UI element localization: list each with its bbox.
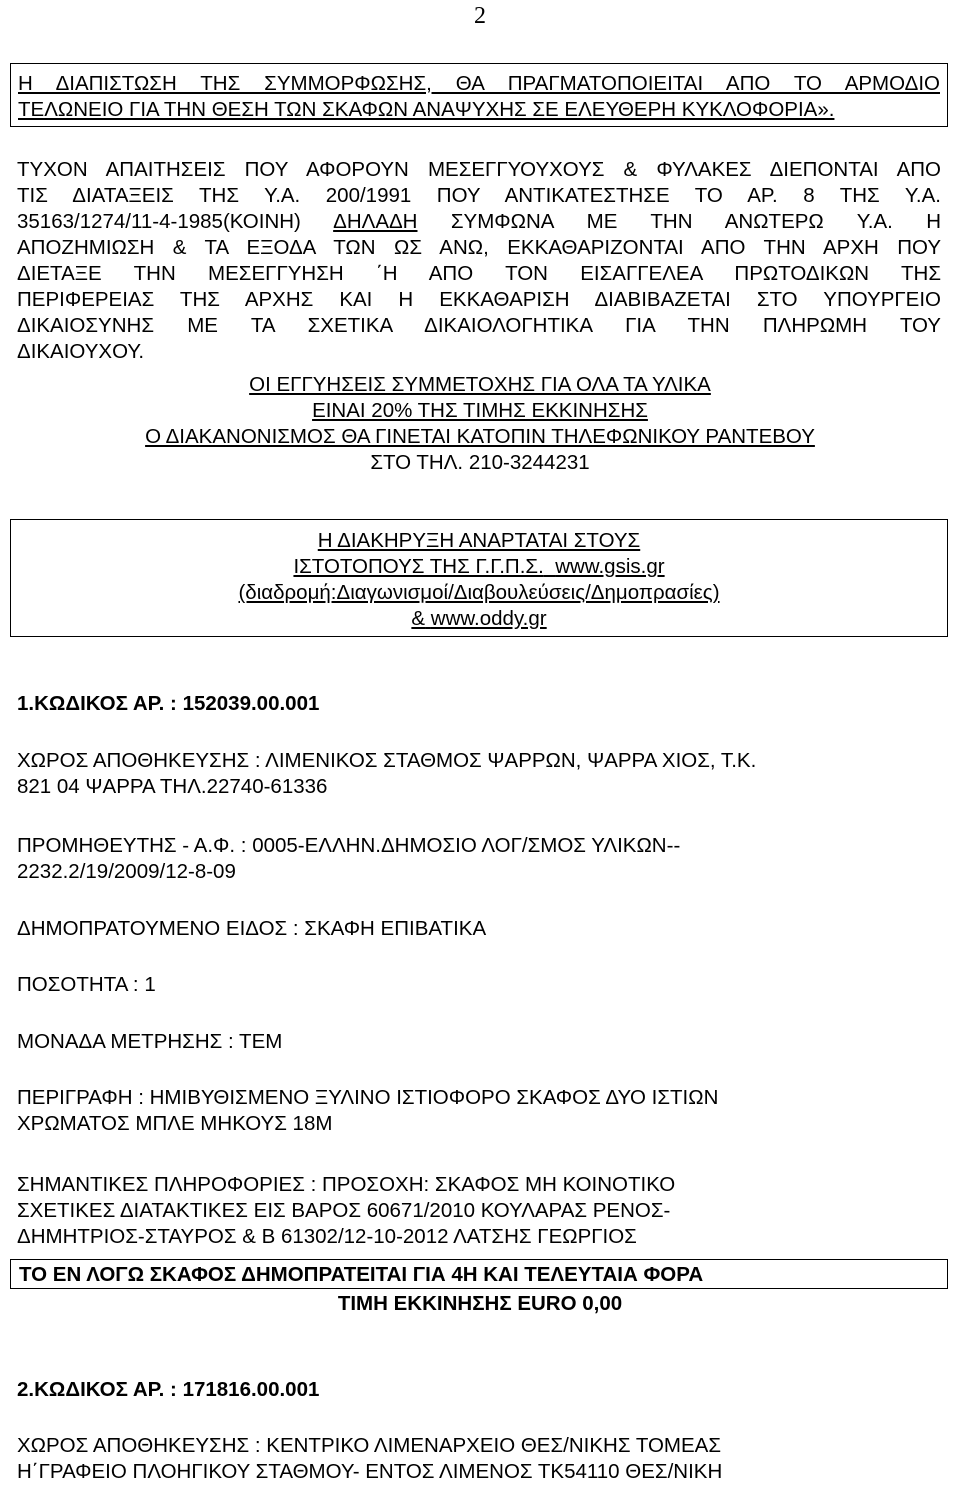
item1-description-line-1: ΠΕΡΙΓΡΑΦΗ : ΗΜΙΒΥΘΙΣΜΕΝΟ ΞΥΛΙΝΟ ΙΣΤΙΟΦΟΡΟ ΣΚΑΦΟΣ ΔΥΟ ΙΣΤΙΩΝ — [17, 1086, 719, 1109]
posting-notice-box — [10, 519, 948, 637]
guarantees-line-3: Ο ΔΙΑΚΑΝΟΝΙΣΜΟΣ ΘΑ ΓΙΝΕΤΑΙ ΚΑΤΟΠΙΝ ΤΗΛΕΦΩΝΙΚΟΥ ΡΑΝΤΕΒΟΥ — [145, 425, 815, 448]
item1-code: 1.ΚΩΔΙΚΟΣ ΑΡ. : 152039.00.001 — [17, 692, 320, 715]
posting-line-3: (διαδρομή:Διαγωνισμοί/Διαβουλεύσεις/Δημοπρασίες) — [238, 581, 720, 604]
posting-line-2 — [17, 554, 941, 580]
guarantor-terms-paragraph — [17, 157, 941, 365]
item1-species: ΔΗΜΟΠΡΑΤΟΥΜΕΝΟ ΕΙΔΟΣ : ΣΚΑΦΗ ΕΠΙΒΑΤΙΚΑ — [17, 917, 487, 940]
item2-storage — [17, 1433, 941, 1485]
item1-quantity: ΠΟΣΟΤΗΤΑ : 1 — [17, 973, 156, 996]
item1-supplier — [17, 833, 941, 885]
item2-code: 2.ΚΩΔΙΚΟΣ ΑΡ. : 171816.00.001 — [17, 1378, 320, 1401]
item1-description-line-2: ΧΡΩΜΑΤΟΣ ΜΠΛΕ ΜΗΚΟΥΣ 18Μ — [17, 1112, 333, 1135]
item1-unit: ΜΟΝΑΔΑ ΜΕΤΡΗΣΗΣ : ΤΕΜ — [17, 1030, 283, 1053]
item2-storage-line-1: ΧΩΡΟΣ ΑΠΟΘΗΚΕΥΣΗΣ : ΚΕΝΤΡΙΚΟ ΛΙΜΕΝΑΡΧΕΙΟ ΘΕΣ/ΝΙΚΗΣ ΤΟΜΕΑΣ — [17, 1434, 722, 1457]
item1-important-line-2: ΣΧΕΤΙΚΕΣ ΔΙΑΤΑΚΤΙΚΕΣ ΕΙΣ ΒΑΡΟΣ 60671/2010 ΚΟΥΛΑΡΑΣ ΡΕΝΟΣ- — [17, 1199, 671, 1222]
item1-starting-price: ΤΙΜΗ ΕΚΚΙΝΗΣΗΣ EURO 0,00 — [337, 1292, 623, 1315]
notice-line-1: Η ΔΙΑΠΙΣΤΩΣΗ ΤΗΣ ΣΥΜΜΟΡΦΩΣΗΣ, ΘΑ ΠΡΑΓΜΑΤΟΠΟΙΕΙΤΑΙ ΑΠΟ ΤΟ ΑΡΜΟΔΙΟ — [18, 72, 940, 95]
terms-line-1: ΤΥΧΟΝ ΑΠΑΙΤΗΣΕΙΣ ΠΟΥ ΑΦΟΡΟΥΝ ΜΕΣΕΓΓΥΟΥΧΟΥΣ & ΦΥΛΑΚΕΣ ΔΙΕΠΟΝΤΑΙ ΑΠΟ — [17, 158, 941, 181]
oddy-link[interactable]: www.oddy.gr — [430, 607, 547, 630]
posting-line-4 — [17, 606, 941, 632]
notice-line-2: ΤΕΛΩΝΕΙΟ ΓΙΑ ΤΗΝ ΘΕΣΗ ΤΩΝ ΣΚΑΦΩΝ ΑΝΑΨΥΧΗΣ ΣΕ ΕΛΕΥΘΕΡΗ ΚΥΚΛΟΦΟΡΙΑ». — [18, 98, 835, 121]
guarantees-line-4: ΣΤΟ ΤΗΛ. 210-3244231 — [370, 451, 590, 474]
terms-line-6: ΠΕΡΙΦΕΡΕΙΑΣ ΤΗΣ ΑΡΧΗΣ ΚΑΙ Η ΕΚΚΑΘΑΡΙΣΗ ΔΙΑΒΙΒΑΖΕΤΑΙ ΣΤΟ ΥΠΟΥΡΓΕΙΟ — [17, 288, 941, 311]
gsis-link[interactable]: www.gsis.gr — [555, 555, 665, 578]
posting-line-4-amp: & — [411, 607, 426, 630]
terms-line-3-underlined: ΔΗΛΑΔΗ — [333, 210, 418, 233]
item1-storage-line-2: 821 04 ΨΑΡΡΑ ΤΗΛ.22740-61336 — [17, 775, 328, 798]
item1-supplier-line-2: 2232.2/19/2009/12-8-09 — [17, 860, 236, 883]
guarantees-line-2: ΕΙΝΑΙ 20% ΤΗΣ ΤΙΜΗΣ ΕΚΚΙΝΗΣΗΣ — [312, 399, 648, 422]
item1-important-info — [17, 1172, 941, 1250]
item1-auction-note-box — [10, 1259, 948, 1289]
terms-line-4: ΑΠΟΖΗΜΙΩΣΗ & ΤΑ ΕΞΟΔΑ ΤΩΝ ΩΣ ΑΝΩ, ΕΚΚΑΘΑΡΙΖΟΝΤΑΙ ΑΠΟ ΤΗΝ ΑΡΧΗ ΠΟΥ — [17, 236, 941, 259]
terms-line-5: ΔΙΕΤΑΞΕ ΤΗΝ ΜΕΣΕΓΓΥΗΣΗ ΄Η ΑΠΟ ΤΟΝ ΕΙΣΑΓΓΕΛΕΑ ΠΡΩΤΟΔΙΚΩΝ ΤΗΣ — [17, 262, 941, 285]
guarantees-line-1: ΟΙ ΕΓΓΥΗΣΕΙΣ ΣΥΜΜΕΤΟΧΗΣ ΓΙΑ ΟΛΑ ΤΑ ΥΛΙΚΑ — [249, 373, 711, 396]
terms-line-3 — [17, 209, 941, 235]
terms-line-7: ΔΙΚΑΙΟΣΥΝΗΣ ΜΕ ΤΑ ΣΧΕΤΙΚΑ ΔΙΚΑΙΟΛΟΓΗΤΙΚΑ ΓΙΑ ΤΗΝ ΠΛΗΡΩΜΗ ΤΟΥ — [17, 314, 941, 337]
posting-line-1: Η ΔΙΑΚΗΡΥΞΗ ΑΝΑΡΤΑΤΑΙ ΣΤΟΥΣ — [317, 529, 641, 552]
item1-auction-note: ΤΟ ΕΝ ΛΟΓΩ ΣΚΑΦΟΣ ΔΗΜΟΠΡΑΤΕΙΤΑΙ ΓΙΑ 4Η ΚΑΙ ΤΕΛΕΥΤΑΙΑ ΦΟΡΑ — [19, 1263, 704, 1286]
terms-line-2: ΤΙΣ ΔΙΑΤΑΞΕΙΣ ΤΗΣ Υ.Α. 200/1991 ΠΟΥ ΑΝΤΙΚΑΤΕΣΤΗΣΕ ΤΟ ΑΡ. 8 ΤΗΣ Υ.Α. — [17, 184, 941, 207]
item1-storage — [17, 748, 941, 800]
terms-line-3-c: ΣΥΜΦΩΝΑ ΜΕ ΤΗΝ ΑΝΩΤΕΡΩ Υ.Α. Η — [450, 210, 941, 233]
item2-storage-line-2: Η΄ΓΡΑΦΕΙΟ ΠΛΟΗΓΙΚΟΥ ΣΤΑΘΜΟΥ- ΕΝΤΟΣ ΛΙΜΕΝΟΣ ΤΚ54110 ΘΕΣ/ΝΙΚΗ — [17, 1460, 723, 1483]
posting-line-2-text: ΙΣΤΟΤΟΠΟΥΣ ΤΗΣ Γ.Γ.Π.Σ. — [293, 555, 544, 578]
terms-line-3-a: 35163/1274/11-4-1985(ΚΟΙΝΗ) — [17, 210, 301, 233]
item1-important-line-3: ΔΗΜΗΤΡΙΟΣ-ΣΤΑΥΡΟΣ & Β 61302/12-10-2012 ΛΑΤΣΗΣ ΓΕΩΡΓΙΟΣ — [17, 1225, 637, 1248]
page-number: 2 — [474, 3, 486, 29]
item1-supplier-line-1: ΠΡΟΜΗΘΕΥΤΗΣ - Α.Φ. : 0005-ΕΛΛΗΝ.ΔΗΜΟΣΙΟ ΛΟΓ/ΣΜΟΣ ΥΛΙΚΩΝ-- — [17, 834, 681, 857]
item1-storage-line-1: ΧΩΡΟΣ ΑΠΟΘΗΚΕΥΣΗΣ : ΛΙΜΕΝΙΚΟΣ ΣΤΑΘΜΟΣ ΨΑΡΡΩΝ, ΨΑΡΡΑ ΧΙΟΣ, Τ.Κ. — [17, 749, 757, 772]
item1-description — [17, 1085, 941, 1137]
compliance-notice-box — [10, 63, 948, 127]
guarantees-block — [10, 372, 950, 476]
terms-line-8: ΔΙΚΑΙΟΥΧΟΥ. — [17, 340, 145, 363]
item1-important-line-1: ΣΗΜΑΝΤΙΚΕΣ ΠΛΗΡΟΦΟΡΙΕΣ : ΠΡΟΣΟΧΗ: ΣΚΑΦΟΣ ΜΗ ΚΟΙΝΟΤΙΚΟ — [17, 1173, 676, 1196]
